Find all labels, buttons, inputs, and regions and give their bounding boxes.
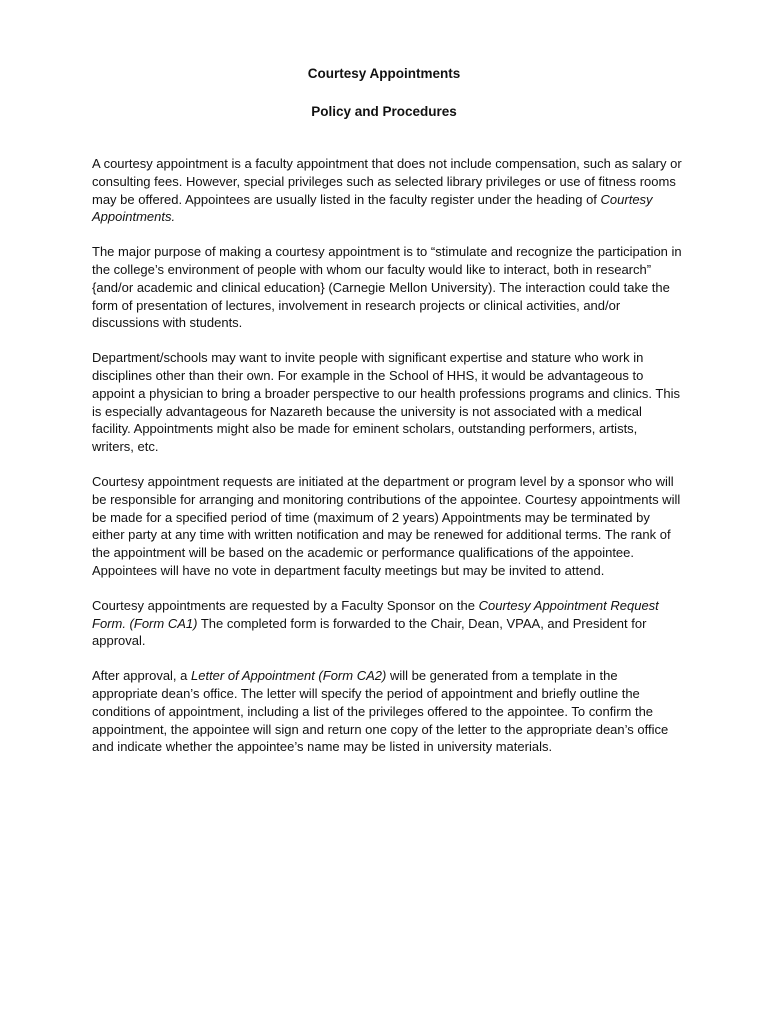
paragraph-definition-text: A courtesy appointment is a faculty appointment that does not include compensation, such as salary or consulting fees. However, special privileges such as selected library privileges or use of fitness rooms may be offered. Appointees are usually listed in the faculty register under the heading of [92,156,682,207]
paragraph-sponsor-text-c: The completed form is forwarded to the Chair, Dean, VPAA, and President for approval. [92,615,647,649]
paragraph-approval-letter-name: Letter of Appointment (Form CA2) [191,668,387,684]
paragraph-departments: Department/schools may want to invite people with significant expertise and stature who work in disciplines other than their own. For example in the School of HHS, it would be advantageous to appoint a physician to bring a broader perspective to our health professions programs and clinics. This is especially advantageous for Nazareth because the university is not associated with a medical facility. Appointments might also be made for eminent scholars, outstanding performers, artists, writers, etc. [92,350,680,455]
paragraph-definition [92,155,682,226]
paragraph-approval-text-c: will be generated from a template in the appropriate dean’s office. The letter will specify the period of appointment and briefly outline the conditions of appointment, including a list of the privileges offered to the appointee. To confirm the appointment, the appointee will sign and return one copy of the letter to the appropriate dean’s office and indicate whether the appointee’s name may be listed in university materials. [92,668,669,755]
paragraph-approval-text-a: After approval, a [92,668,191,684]
document-body [92,155,682,773]
paragraph-sponsor-form [92,597,682,650]
paragraph-sponsor-text-a: Courtesy appointments are requested by a Faculty Sponsor on the [92,597,479,613]
paragraph-requests: Courtesy appointment requests are initiated at the department or program level by a sponsor who will be responsible for arranging and monitoring contributions of the appointee. Courtesy appointments will be made for a specified period of time (maximum of 2 years) Appointments may be terminated by either party at any time with written notification and may be renewed for additional terms. The rank of the appointment will be based on the academic or performance qualifications of the appointee. Appointees will have no vote in department faculty meetings but may be invited to attend. [92,473,681,578]
paragraph-approval [92,667,682,756]
paragraph-purpose: The major purpose of making a courtesy appointment is to “stimulate and recognize the participation in the college’s environment of people with whom our faculty would like to interact, both in research” {and/or academic and clinical education} (Carnegie Mellon University). The interaction could take the form of presentation of lectures, involvement in research projects or clinical activities, and/or discussions with students. [92,244,682,331]
document-subtitle: Policy and Procedures [311,104,457,119]
paragraph-definition-italic: Courtesy Appointments. [92,191,653,225]
document-title: Courtesy Appointments [307,66,461,81]
paragraph-sponsor-form-name: Courtesy Appointment Request Form. (Form CA1) [92,597,659,631]
